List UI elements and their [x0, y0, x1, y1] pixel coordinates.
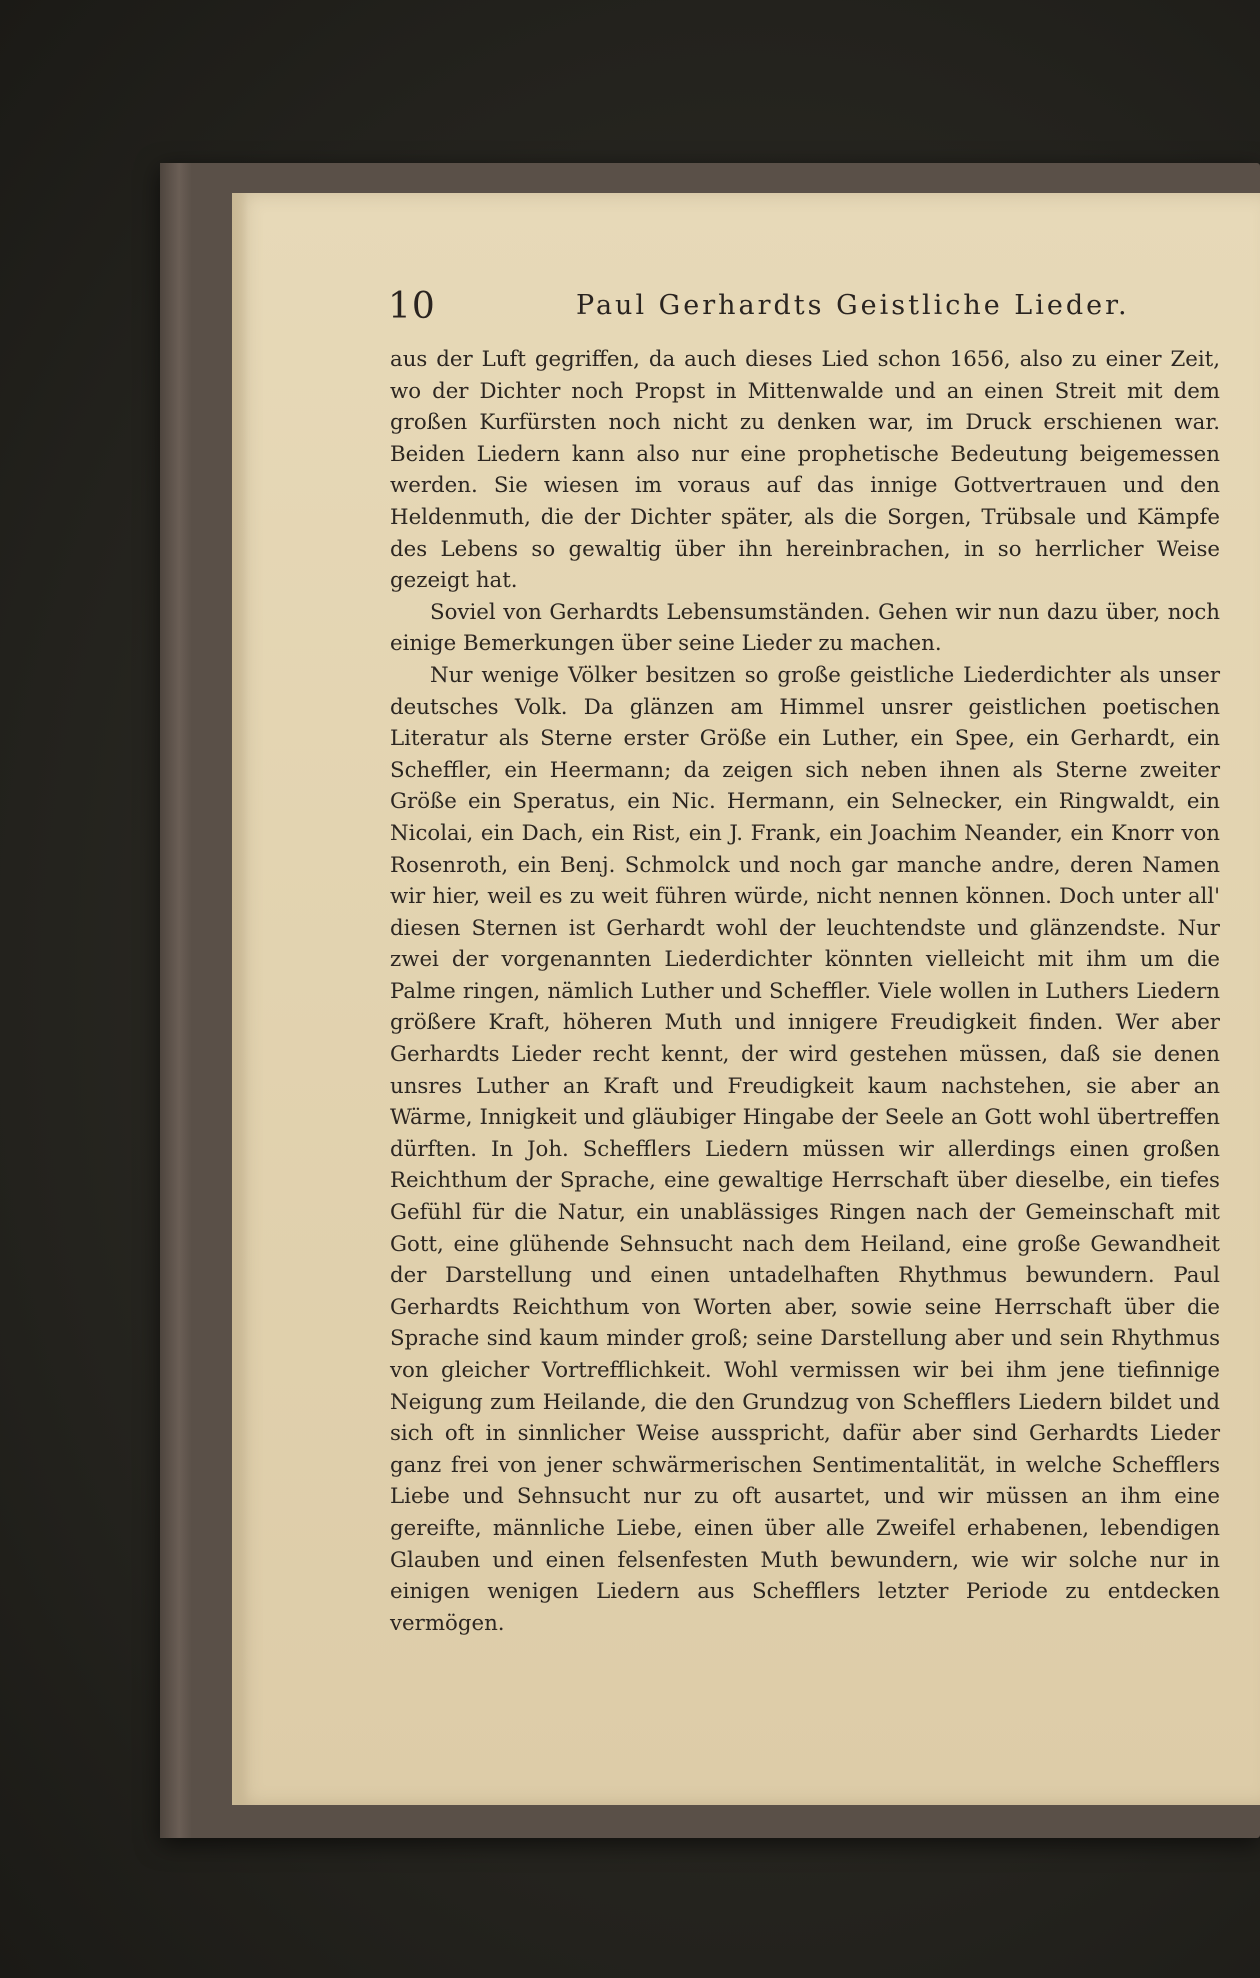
paragraph: Nur wenige Völker besitzen so große geistliche Liederdichter als unser deutsches Volk. Da glänzen am Himmel unsrer geistlichen poetischen Literatur als Sterne erster Größe ein Luther, ein Spee, ein Gerhardt, ein Scheffler, ein Heermann; da zeigen sich neben ihnen als Sterne zweiter Größe ein Speratus, ein Nic. Hermann, ein Selnecker, ein Ringwaldt, ein Nicolai, ein Dach, ein Rist, ein J. Frank, ein Joachim Neander, ein Knorr von Rosenroth, ein Benj. Schmolck und noch gar manche andre, deren Namen wir hier, weil es zu weit führen würde, nicht nennen können. Doch unter all' diesen Sternen ist Gerhardt wohl der leuchtendste und glänzendste. Nur zwei der vorgenannten Liederdichter könnten vielleicht mit ihm um die Palme ringen, nämlich Luther und Scheffler. Viele wollen in Luthers Liedern größere Kraft, höheren Muth und innigere Freudigkeit finden. Wer aber Gerhardts Lieder recht kennt, der wird gestehen müssen, daß sie denen unsres Luther an Kraft und Freudigkeit kaum nachstehen, sie aber an Wärme, Innigkeit und gläubiger Hingabe der Seele an Gott wohl übertreffen dürften. In Joh. Schefflers Liedern müssen wir allerdings einen großen Reichthum der Sprache, eine gewaltige Herrschaft über dieselbe, ein tiefes Gefühl für die Natur, ein unablässiges Ringen nach der Gemeinschaft mit Gott, eine glühende Sehnsucht nach dem Heiland, eine große Gewandheit der Darstellung und einen untadelhaften Rhythmus bewundern. Paul Gerhardts Reichthum von Worten aber, sowie seine Herrschaft über die Sprache sind kaum minder groß; seine Darstellung aber und sein Rhythmus von gleicher Vortrefflichkeit. Wohl vermissen wir bei ihm jene tiefinnige Neigung zum Heilande, die den Grundzug von Schefflers Liedern bildet und sich oft in sinnlicher Weise ausspricht, dafür aber sind Gerhardts Lieder ganz frei von jener schwärmerischen Sentimentalität, in welche Schefflers Liebe und Sehnsucht nur zu oft ausartet, und wir müssen an ihm eine gereifte, männliche Liebe, einen über alle Zweifel erhabenen, lebendigen Glauben und einen felsenfesten Muth bewundern, wie wir solche nur in einigen wenigen Liedern aus Schefflers letzter Periode zu entdecken vermögen.: [390, 662, 1220, 1636]
book-spine-edge: [160, 163, 192, 1838]
paragraph-continuation: aus der Luft gegriffen, da auch dieses Lied schon 1656, also zu einer Zeit, wo der Dichter noch Propst in Mittenwalde und an einen Streit mit dem großen Kurfürsten noch nicht zu denken war, im Druck erschienen war. Beiden Liedern kann also nur eine prophetische Bedeutung beigemessen werden. Sie wiesen im voraus auf das innige Gottvertrauen und den Heldenmuth, die der Dichter später, als die Sorgen, Trübsale und Kämpfe des Lebens so gewaltig über ihn hereinbrachen, in so herrlicher Weise gezeigt hat.: [390, 347, 1220, 594]
running-title: Paul Gerhardts Geistliche Lieder.: [576, 290, 1130, 321]
page-number: 10: [388, 286, 436, 327]
page-header: [388, 286, 1228, 336]
page-gutter-shadow: [232, 193, 248, 1805]
body-text: [390, 344, 1220, 1639]
paragraph: Soviel von Gerhardts Lebensumständen. Gehen wir nun dazu über, noch einige Bemerkungen über seine Lieder zu machen.: [390, 599, 1220, 657]
